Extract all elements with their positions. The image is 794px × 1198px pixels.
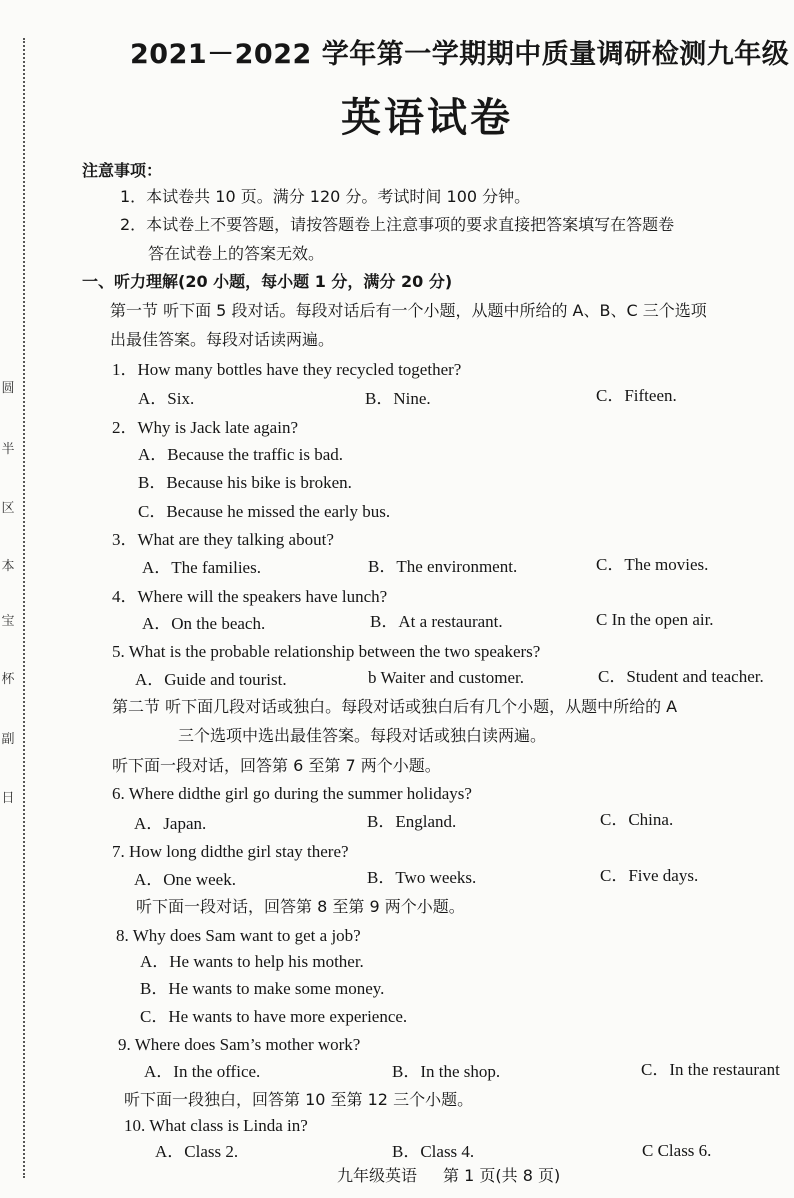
question-stem: 4．Where will the speakers have lunch?	[112, 587, 388, 606]
option-c: C．China.	[600, 810, 674, 829]
option-c: C In the open air.	[596, 610, 714, 629]
option-c: C．The movies.	[596, 555, 709, 574]
subject-title: 英语试卷	[341, 94, 513, 141]
option-c: C．Five days.	[600, 866, 699, 885]
listening-direction: 听下面一段对话，回答第 6 至第 7 两个小题。	[112, 756, 441, 775]
exam-title-line: 2021－2022 学年第一学期期中质量调研检测九年级	[130, 39, 790, 70]
option-a: A．Japan.	[134, 814, 207, 833]
notes-item-1: 1．本试卷共 10 页。满分 120 分。考试时间 100 分钟。	[120, 187, 531, 206]
margin-char: 本	[1, 559, 15, 574]
option-a: A．Because the traffic is bad.	[138, 445, 344, 464]
margin-char: 区	[1, 501, 15, 516]
margin-char: 杯	[1, 672, 15, 687]
section-heading: 一、听力理解(20 小题，每小题 1 分，满分 20 分)	[82, 272, 453, 291]
option-b: B．Nine.	[365, 389, 431, 408]
option-a: A．One week.	[134, 870, 236, 889]
margin-char: 宝	[1, 614, 15, 629]
option-c: C．In the restaurant	[641, 1060, 780, 1079]
listening-direction: 听下面一段独白，回答第 10 至第 12 三个小题。	[124, 1090, 474, 1109]
binding-margin-rule	[23, 38, 25, 1178]
question-stem: 7. How long didthe girl stay there?	[112, 842, 349, 861]
option-a: A．In the office.	[144, 1062, 261, 1081]
option-a: A．The families.	[142, 558, 261, 577]
question-stem: 10. What class is Linda in?	[124, 1116, 308, 1135]
notes-item-2-cont: 答在试卷上的答案无效。	[148, 244, 325, 263]
question-stem: 9. Where does Sam’s mother work?	[118, 1035, 361, 1054]
question-stem: 3．What are they talking about?	[112, 530, 334, 549]
option-c: C．Fifteen.	[596, 386, 677, 405]
option-b: B．Two weeks.	[367, 868, 477, 887]
margin-char: 半	[1, 442, 15, 457]
option-a: A．Class 2.	[155, 1142, 239, 1161]
question-stem: 8. Why does Sam want to get a job?	[116, 926, 361, 945]
option-a: A．He wants to help his mother.	[140, 952, 364, 971]
option-b: B．He wants to make some money.	[140, 979, 385, 998]
option-c: C．Because he missed the early bus.	[138, 502, 391, 521]
option-a: A．Six.	[138, 389, 195, 408]
notes-item-2: 2．本试卷上不要答题，请按答题卷上注意事项的要求直接把答案填写在答题卷	[120, 215, 675, 234]
option-b: B．In the shop.	[392, 1062, 501, 1081]
margin-char: 副	[1, 732, 15, 747]
page-footer	[337, 1163, 560, 1186]
option-c: C．He wants to have more experience.	[140, 1007, 408, 1026]
question-stem: 2．Why is Jack late again?	[112, 418, 298, 437]
question-stem: 6. Where didthe girl go during the summer holidays?	[112, 784, 472, 803]
part2-intro-cont: 三个选项中选出最佳答案。每段对话或独白读两遍。	[178, 726, 547, 745]
option-a: A．Guide and tourist.	[135, 670, 287, 689]
listening-direction: 听下面一段对话，回答第 8 至第 9 两个小题。	[136, 897, 465, 916]
option-b: B．Class 4.	[392, 1142, 475, 1161]
option-b: B．The environment.	[368, 557, 518, 576]
part2-intro: 第二节 听下面几段对话或独白。每段对话或独白后有几个小题，从题中所给的 A	[112, 697, 678, 716]
footer-page-number: 第 1 页(共 8 页)	[443, 1166, 561, 1185]
part1-intro: 第一节 听下面 5 段对话。每段对话后有一个小题，从题中所给的 A、B、C 三个选项	[110, 301, 707, 320]
option-a: A．On the beach.	[142, 614, 266, 633]
margin-char: 日	[1, 791, 15, 806]
question-stem: 1．How many bottles have they recycled together?	[112, 360, 462, 379]
option-c: C．Student and teacher.	[598, 667, 764, 686]
part1-intro-cont: 出最佳答案。每段对话读两遍。	[110, 330, 335, 349]
margin-char: 圆	[1, 381, 15, 396]
question-stem: 5. What is the probable relationship between the two speakers?	[112, 642, 541, 661]
option-b: B．Because his bike is broken.	[138, 473, 352, 492]
option-b: b Waiter and customer.	[368, 668, 524, 687]
footer-subject: 九年级英语	[337, 1166, 418, 1185]
option-c: C Class 6.	[642, 1141, 712, 1160]
option-b: B．At a restaurant.	[370, 612, 503, 631]
option-b: B．England.	[367, 812, 457, 831]
notes-heading: 注意事项：	[82, 161, 163, 180]
